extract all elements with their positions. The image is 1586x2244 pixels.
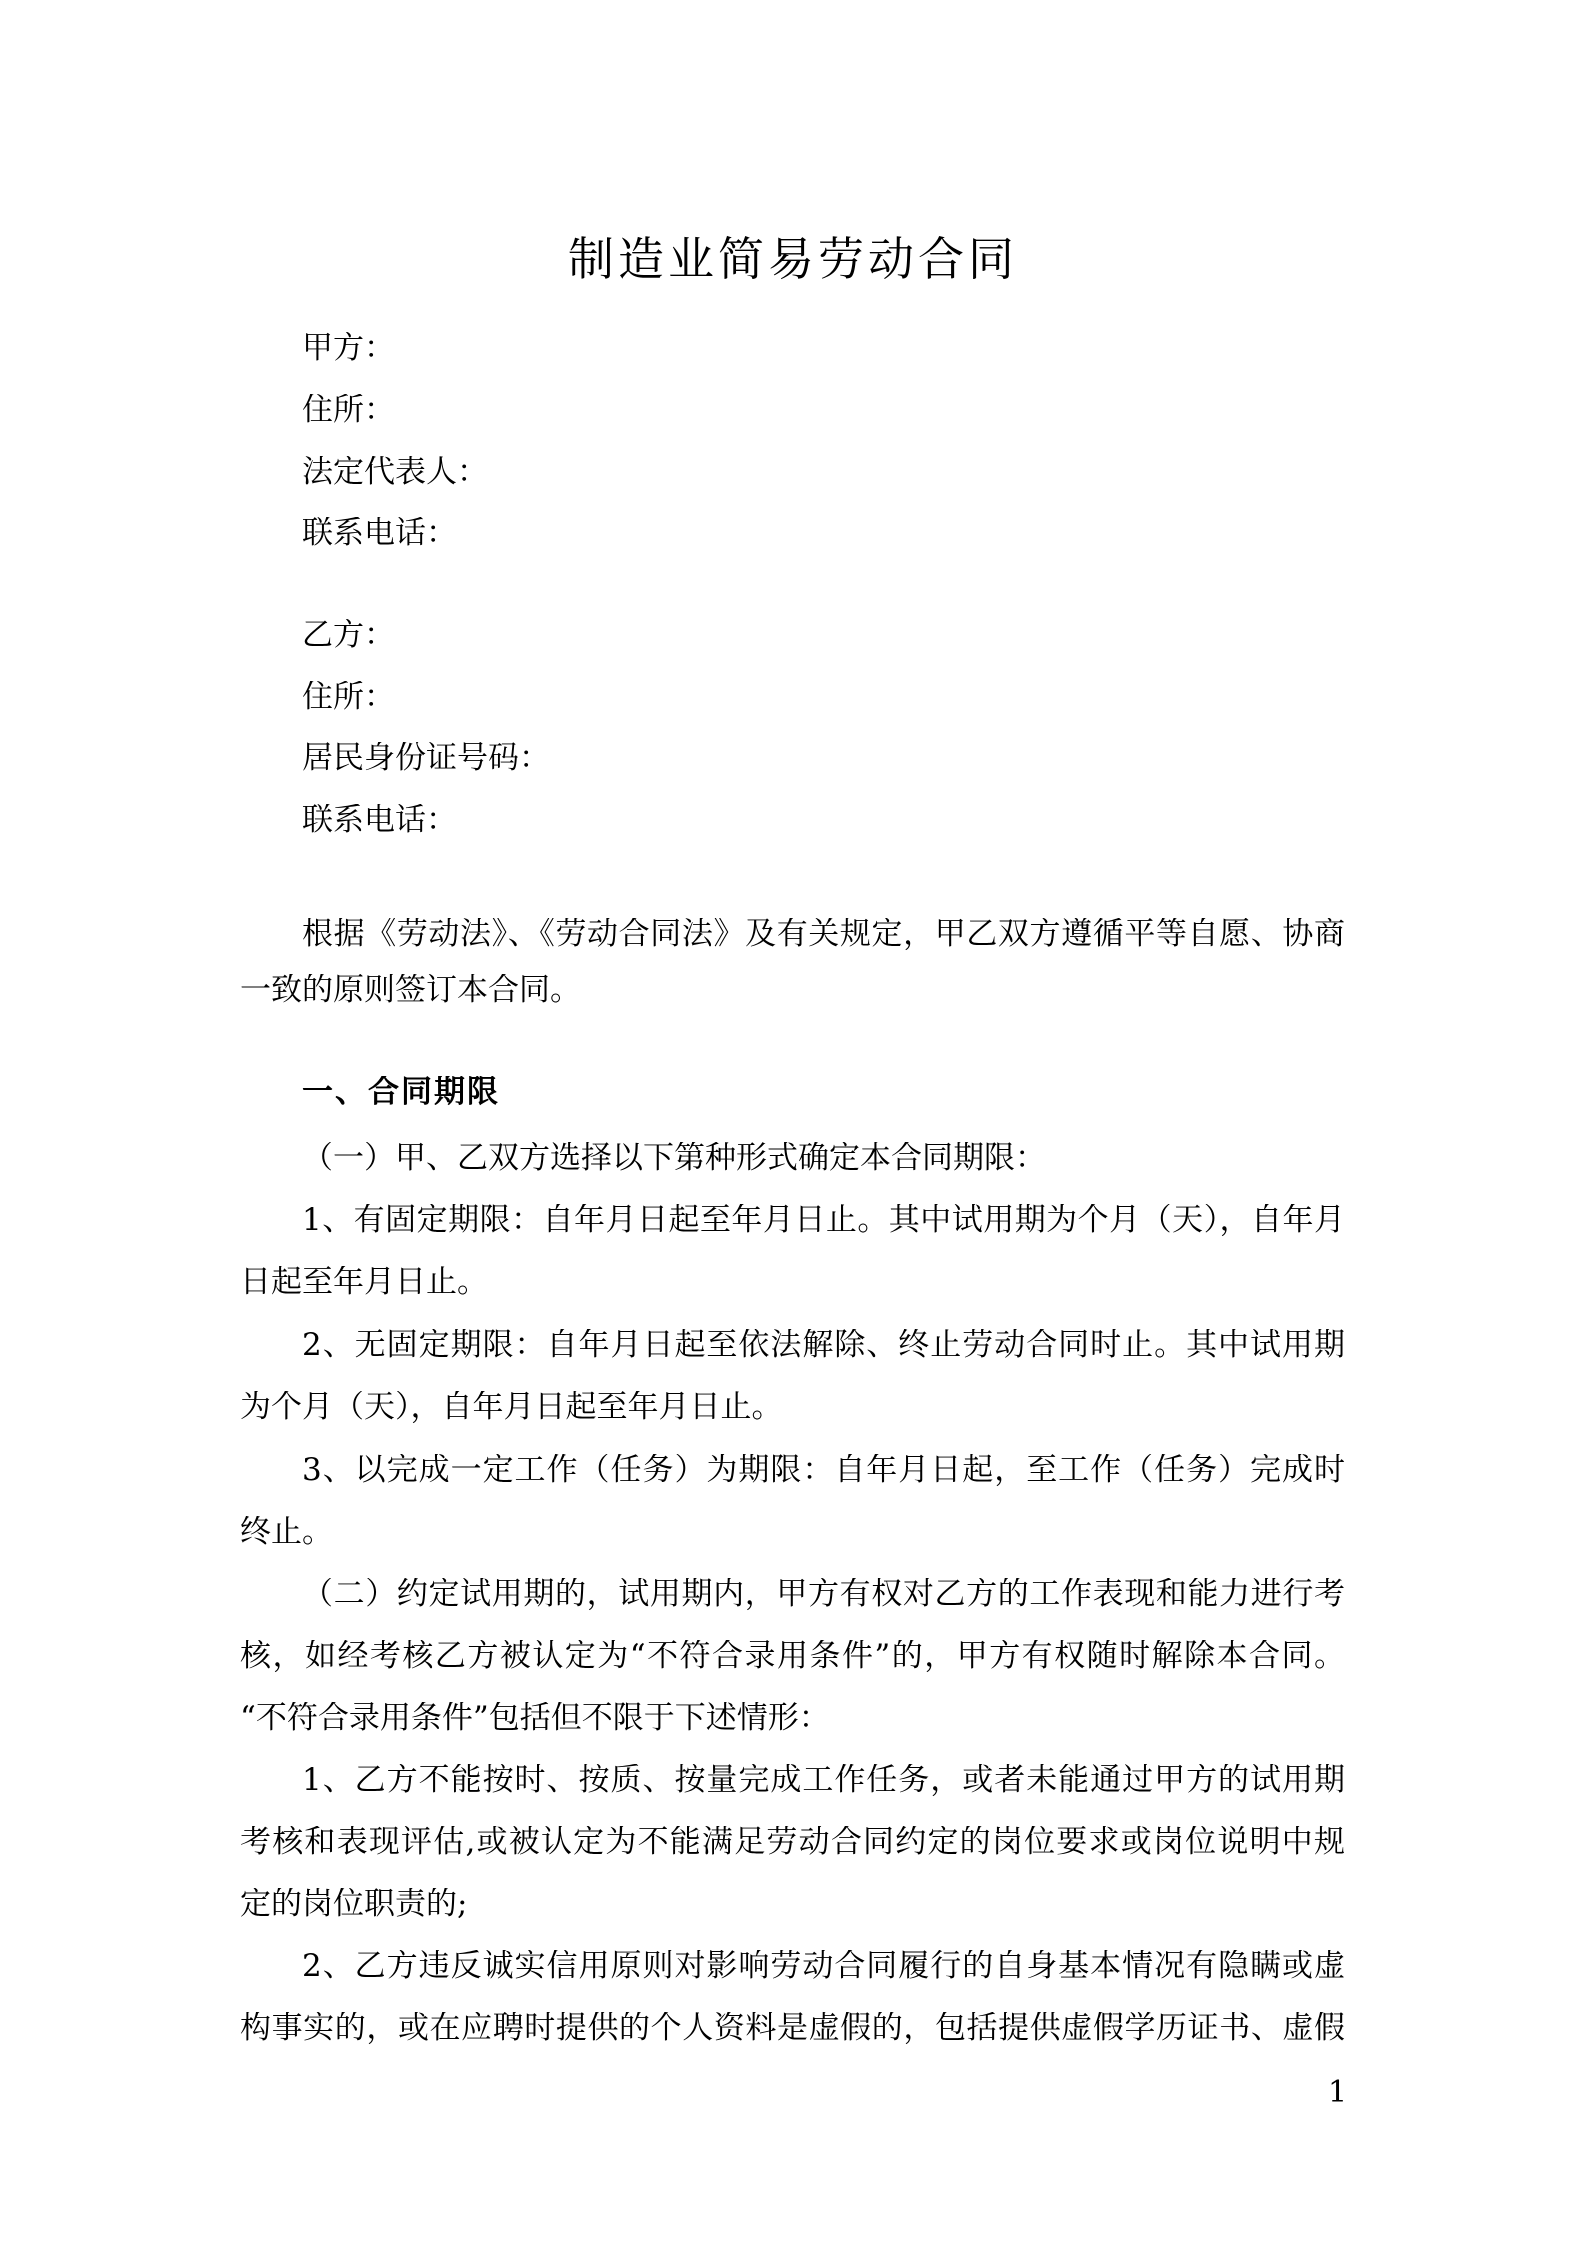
document-line: 根据《劳动法》、《劳动合同法》及有关规定，甲乙双方遵循平等自愿、协商 <box>302 918 1345 952</box>
page-number: 1 <box>1328 2075 1348 2110</box>
document-title: 制造业简易劳动合同 <box>568 232 1018 286</box>
document-line: 日起至年月日止。 <box>240 1266 488 1300</box>
document-line: 一、合同期限 <box>302 1076 500 1110</box>
document-line: “不符合录用条件”包括但不限于下述情形： <box>240 1702 830 1736</box>
document-line: 甲方： <box>302 332 395 366</box>
document-line: 考核和表现评估,或被认定为不能满足劳动合同约定的岗位要求或岗位说明中规 <box>240 1826 1345 1860</box>
document-line: 为个月（天），自年月日起至年月日止。 <box>240 1391 783 1425</box>
document-line: 住所： <box>302 681 395 715</box>
document-line: 1、有固定期限：自年月日起至年月日止。其中试用期为个月（天），自年月 <box>302 1204 1345 1238</box>
document-line: 终止。 <box>240 1516 333 1550</box>
document-line: 1、乙方不能按时、按质、按量完成工作任务，或者未能通过甲方的试用期 <box>302 1764 1345 1798</box>
document-line: 联系电话： <box>302 804 457 838</box>
document-line: 核，如经考核乙方被认定为“不符合录用条件”的，甲方有权随时解除本合同。 <box>240 1640 1345 1674</box>
document-line: 一致的原则签订本合同。 <box>240 974 581 1008</box>
document-line: 乙方： <box>302 619 395 653</box>
document-line: 构事实的，或在应聘时提供的个人资料是虚假的，包括提供虚假学历证书、虚假 <box>240 2012 1345 2046</box>
document-line: 2、乙方违反诚实信用原则对影响劳动合同履行的自身基本情况有隐瞒或虚 <box>302 1950 1345 1984</box>
document-line: 2、无固定期限：自年月日起至依法解除、终止劳动合同时止。其中试用期 <box>302 1329 1345 1363</box>
document-line: 住所： <box>302 394 395 428</box>
document-line: 居民身份证号码： <box>302 742 550 776</box>
document-line: 联系电话： <box>302 517 457 551</box>
document-line: 3、以完成一定工作（任务）为期限：自年月日起，至工作（任务）完成时 <box>302 1454 1345 1488</box>
document-line: 定的岗位职责的; <box>240 1888 468 1922</box>
document-line: （二）约定试用期的，试用期内，甲方有权对乙方的工作表现和能力进行考 <box>302 1578 1345 1612</box>
document-line: （一）甲、乙双方选择以下第种形式确定本合同期限： <box>302 1142 1046 1176</box>
document-line: 法定代表人： <box>302 456 488 490</box>
